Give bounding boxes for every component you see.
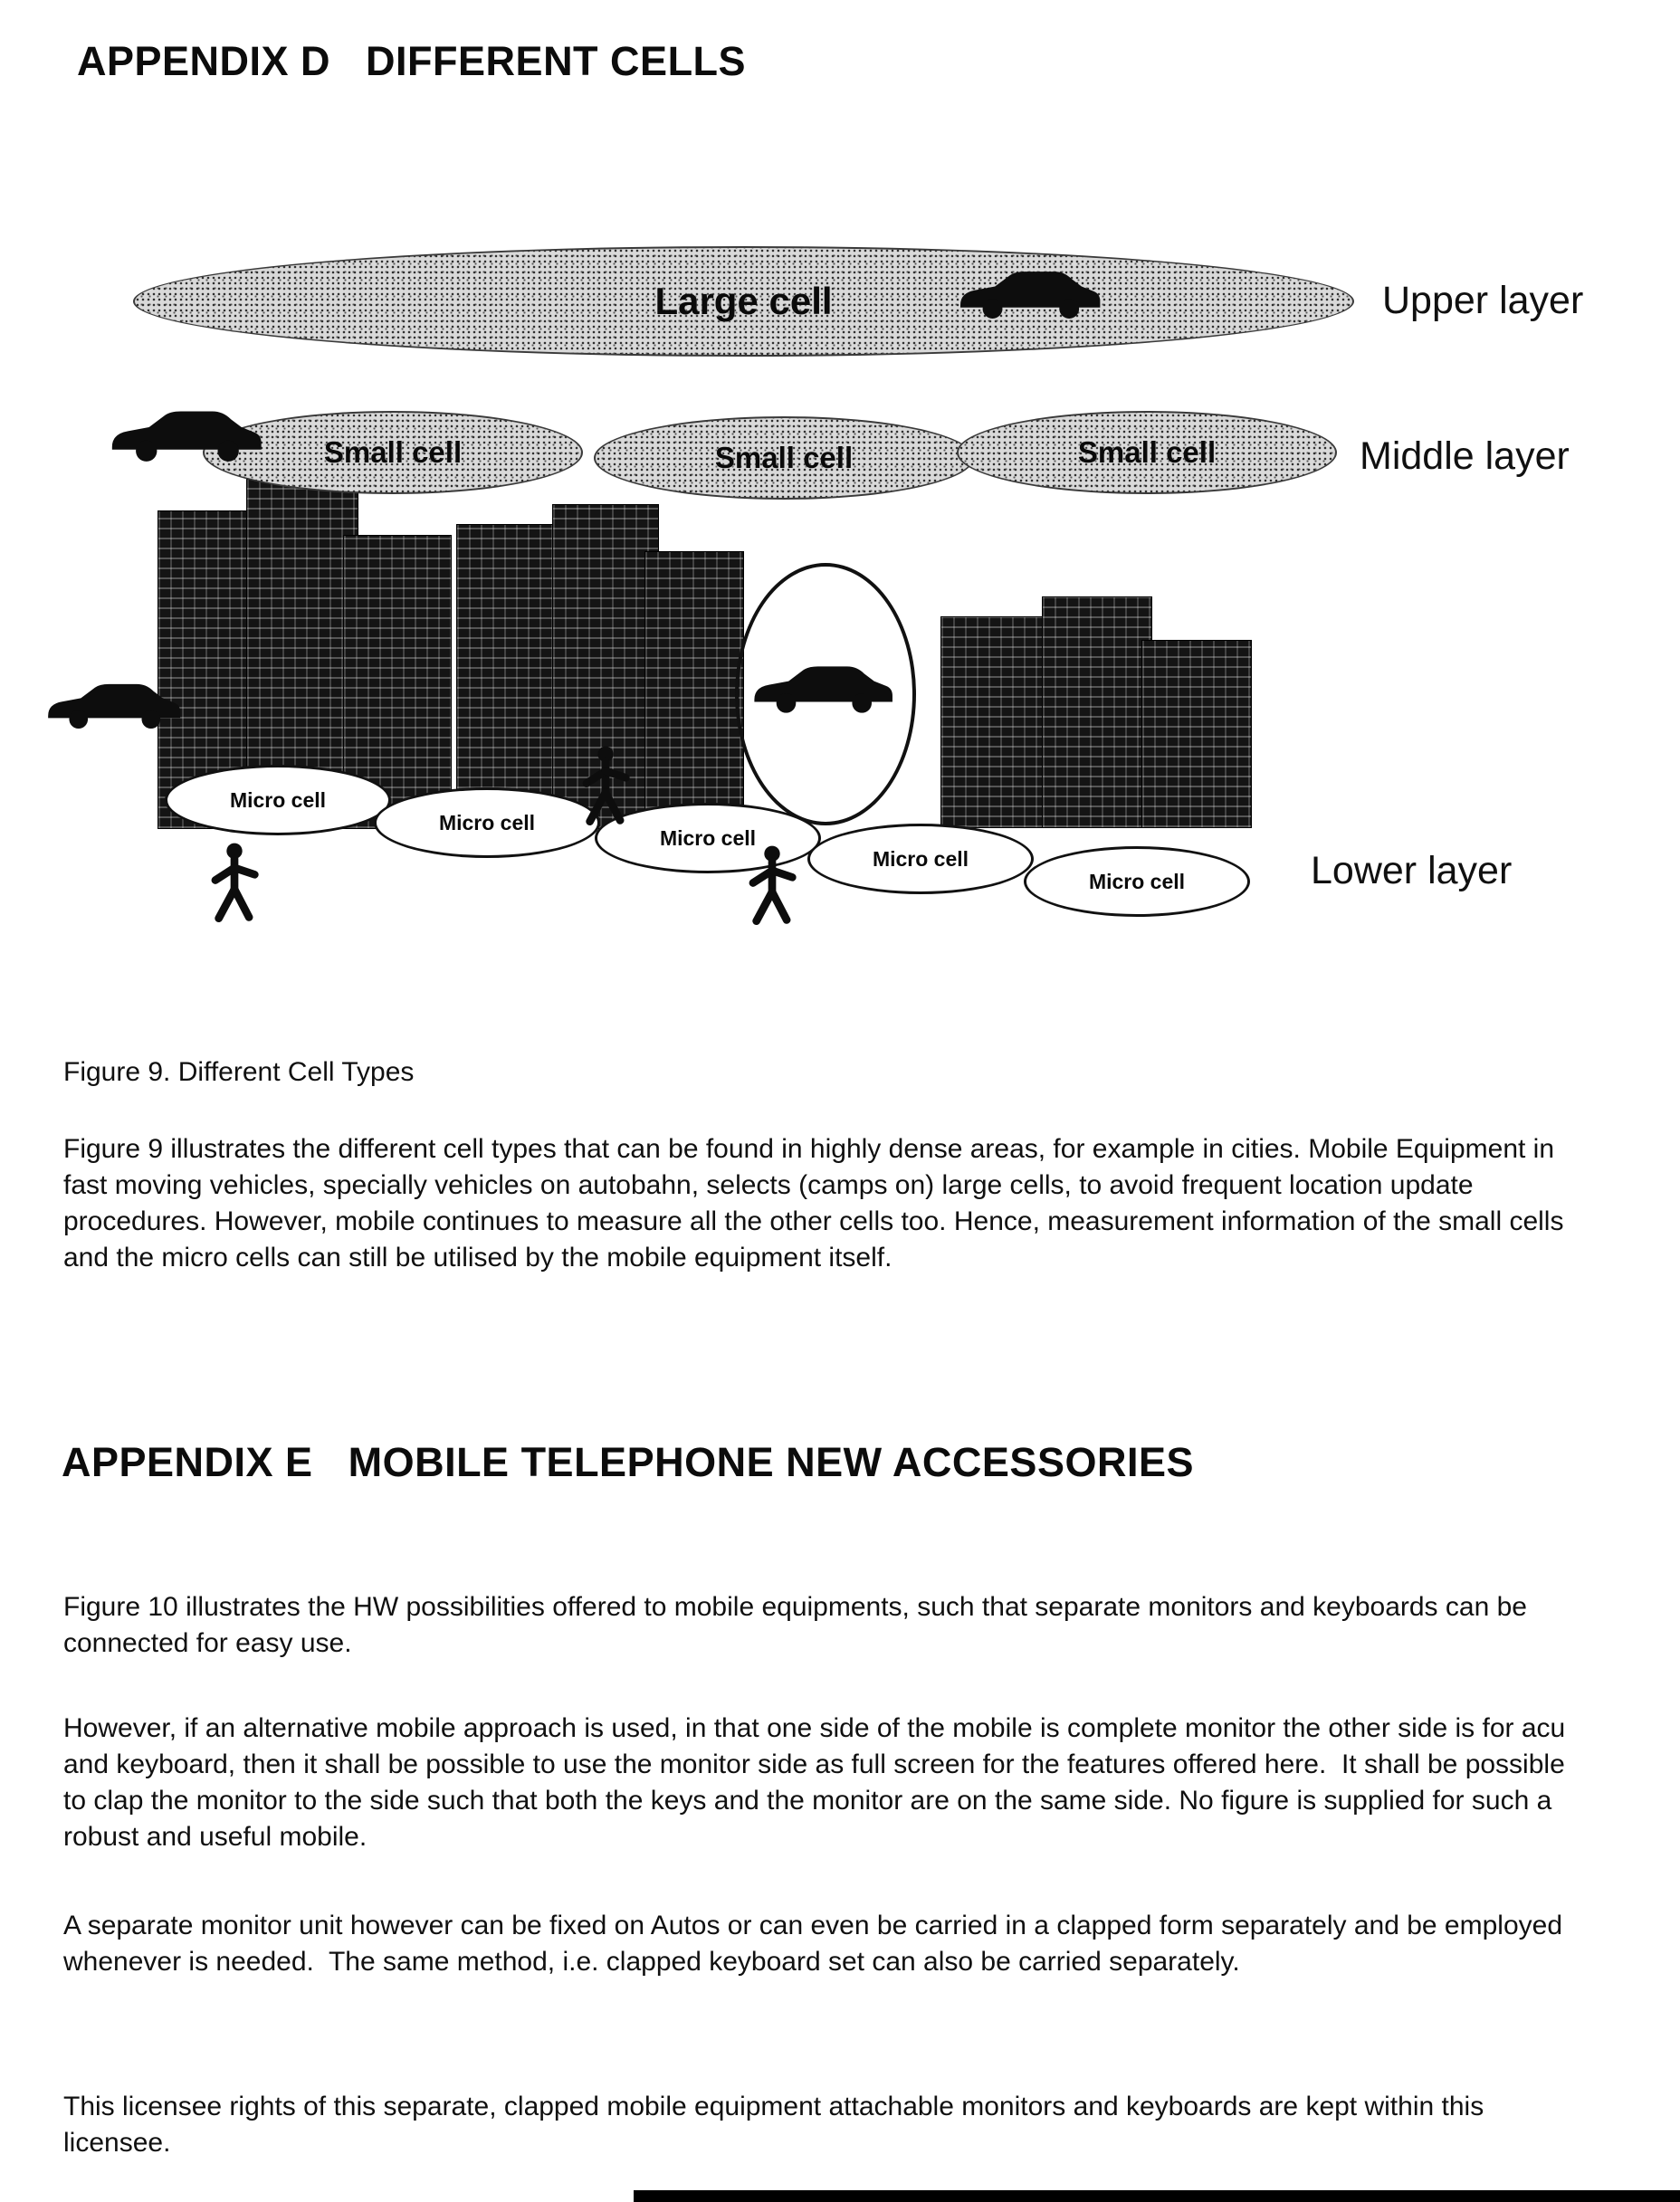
figure9-caption: Figure 9. Different Cell Types bbox=[63, 1057, 415, 1087]
licensee-rights-paragraph: This licensee rights of this separate, clapped mobile equipment attachable monitors and keyboards are kept within this licensee. bbox=[63, 2092, 1492, 2158]
small-cell-label: Small cell bbox=[1077, 435, 1217, 469]
micro-cell-label: Micro cell bbox=[438, 810, 536, 834]
upper-layer-label: Upper layer bbox=[1382, 279, 1584, 322]
micro-cell-ellipse bbox=[165, 765, 391, 835]
micro-cell-ellipse bbox=[1024, 846, 1250, 917]
building bbox=[645, 552, 743, 828]
car-icon bbox=[749, 663, 896, 713]
large-cell-ellipse bbox=[133, 246, 1354, 357]
pedestrian-icon bbox=[578, 740, 634, 831]
figure9-description-paragraph: Figure 9 illustrates the different cell types that can be found in highly dense areas, for example in cities. Mobile Equipment in fast moving vehicles, specially vehicles on autobahn, selects (camps on) large cells, to avoid frequent location update procedures. However, mobile continues to measure all the other cells too. Hence, measurement information of the small cells and the micro cells can still be utilised by the mobile equipment itself. bbox=[63, 1134, 1571, 1273]
small-cell-label: Small cell bbox=[714, 441, 854, 474]
micro-cell-label: Micro cell bbox=[229, 787, 327, 812]
car-icon bbox=[955, 268, 1104, 319]
building bbox=[941, 617, 1052, 827]
scan-artifact-bar bbox=[634, 2190, 1680, 2202]
small-cell-ellipse bbox=[957, 411, 1337, 494]
building-cluster bbox=[941, 597, 1254, 828]
building bbox=[1142, 641, 1251, 827]
appendix-d-heading: APPENDIX D DIFFERENT CELLS bbox=[77, 38, 747, 84]
middle-layer-label: Middle layer bbox=[1360, 434, 1570, 478]
small-cell-ellipse bbox=[594, 416, 974, 500]
micro-cell-label: Micro cell bbox=[872, 846, 969, 871]
car-icon bbox=[107, 407, 265, 462]
appendix-e-heading: APPENDIX E MOBILE TELEPHONE NEW ACCESSORIES bbox=[62, 1439, 1194, 1485]
large-cell-label: Large cell bbox=[654, 280, 833, 322]
micro-cell-ellipse bbox=[807, 824, 1034, 894]
building bbox=[1043, 597, 1151, 827]
micro-cell-label: Micro cell bbox=[659, 825, 757, 850]
small-cell-label: Small cell bbox=[323, 435, 463, 469]
alternative-mobile-paragraph: However, if an alternative mobile approach is used, in that one side of the mobile is complete monitor the other side is for acu and keyboard, then it shall be possible to use the monitor side as full screen for the features offered here. It shall be possible to clap the monitor to the side such that both the keys and the monitor are on the same side. No figure is supplied for such a robust and useful mobile. bbox=[63, 1713, 1573, 1852]
lower-layer-label: Lower layer bbox=[1311, 849, 1513, 892]
micro-cell-label: Micro cell bbox=[1088, 869, 1186, 893]
separate-monitor-paragraph: A separate monitor unit however can be fixed on Autos or can even be carried in a clapped form separately and be employed whenever is needed. The same method, i.e. clapped keyboard set can also be carried separately. bbox=[63, 1911, 1570, 1977]
pedestrian-icon bbox=[206, 837, 262, 928]
car-icon bbox=[43, 681, 184, 729]
figure10-description-paragraph: Figure 10 illustrates the HW possibilities offered to mobile equipments, such that separate monitors and keyboards can be connected for easy use. bbox=[63, 1592, 1535, 1658]
pedestrian-icon bbox=[744, 840, 800, 930]
micro-cell-ellipse bbox=[374, 787, 600, 858]
building bbox=[457, 525, 566, 828]
